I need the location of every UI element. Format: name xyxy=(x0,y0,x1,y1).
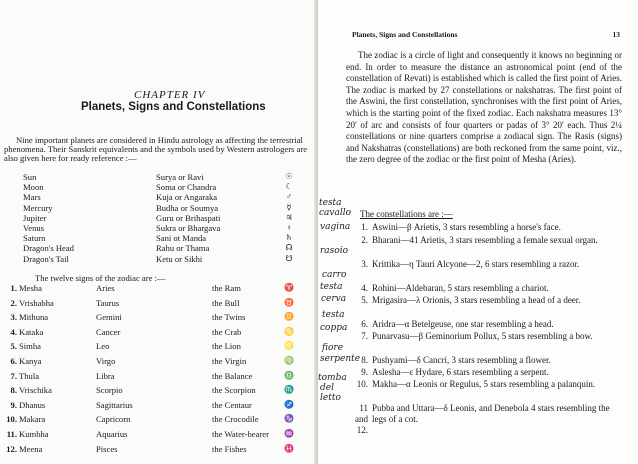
sign-latin: Taurus xyxy=(96,297,120,308)
constellation-text: Krittika—η Tauri Alcyone—2, 6 stars resembling a razor. xyxy=(372,259,580,269)
planet-name: Moon xyxy=(23,182,44,193)
handwritten-note: carro xyxy=(322,270,347,280)
sign-number: 10. xyxy=(6,414,17,425)
sign-english: the Fishes xyxy=(212,443,247,454)
constellation-number: 1. xyxy=(361,222,368,232)
sign-latin: Libra xyxy=(96,370,115,381)
handwritten-note: testa xyxy=(320,282,343,292)
planet-name: Jupiter xyxy=(23,212,47,223)
sign-sanskrit: Mesha xyxy=(19,283,42,293)
sign-sanskrit: Kataka xyxy=(19,326,44,337)
sign-symbol-icon: ♌ xyxy=(284,341,294,351)
constellation-number: 11 and 12. xyxy=(355,403,368,436)
planet-name: Venus xyxy=(23,223,45,233)
sign-symbol-icon: ♈ xyxy=(284,283,294,292)
constellation-number: 9. xyxy=(361,367,368,377)
sign-english: the Crab xyxy=(212,326,242,337)
zodiac-row xyxy=(0,371,318,382)
planet-name: Dragon's Head xyxy=(23,243,74,254)
sign-symbol-icon: ♉ xyxy=(284,297,294,307)
sign-sanskrit: Kumbha xyxy=(19,429,49,439)
sign-symbol-icon: ♏ xyxy=(284,385,294,395)
planet-symbol-icon: ♄ xyxy=(285,233,293,243)
sign-english: the Centaur xyxy=(212,399,252,410)
zodiac-paragraph: The zodiac is a circle of light and consequently it knows no beginning or end. In order to measure the distance an astronomical point (end of the constellation of Revati) is established which is called the first point of Aries. The zodiac is marked by 27 constellations or nakshatras. The first point of the Aswini, the first constellation, synchronises with the first point of Aries, which is the starting point of the fixed zodiac. Each nakshatra measures 13° 20′ of arc and consists of four quarters or padas of 3° 20′ each. Thus 2¼ constellations or nine quarters comprise a zodiacal sign. The Rasis (signs) and Nakshatras (constellations) are both reckoned from the same point, viz., the zero degree of the zodiac or the first point of Mesha (Aries). xyxy=(346,50,622,165)
zodiac-heading: The twelve signs of the zodiac are :— xyxy=(35,273,166,283)
sign-symbol-icon: ♒ xyxy=(284,429,294,438)
sign-english: the Scorpion xyxy=(212,385,256,396)
planet-symbol-icon: ☾ xyxy=(285,182,293,192)
sign-number: 2. xyxy=(10,297,17,308)
page-number: 13 xyxy=(612,30,620,39)
sign-number: 5. xyxy=(10,341,17,352)
sign-number: 1. xyxy=(10,283,17,293)
constellation-number: 6. xyxy=(361,319,368,329)
constellation-item xyxy=(346,367,622,378)
planet-name: Mars xyxy=(23,192,41,203)
constellation-number: 7. xyxy=(361,331,368,341)
planet-row xyxy=(0,254,318,264)
handwritten-note: vagina xyxy=(320,222,351,232)
constellation-text: Aridra—α Betelgeuse, one star resembling a head. xyxy=(372,319,554,329)
constellation-item xyxy=(346,235,622,246)
sign-sanskrit: Mithuna xyxy=(19,312,49,323)
zodiac-row xyxy=(0,341,318,352)
running-head-title: Planets, Signs and Constellations xyxy=(352,30,458,39)
planet-row xyxy=(0,203,318,213)
sign-sanskrit: Dhanus xyxy=(19,399,46,410)
planet-symbol-icon: ♀ xyxy=(286,223,292,232)
planet-symbol-icon: ♂ xyxy=(286,192,292,202)
planet-name: Dragon's Tail xyxy=(23,253,69,264)
sign-symbol-icon: ♍ xyxy=(284,356,294,365)
planet-name: Sun xyxy=(23,172,37,182)
planet-sanskrit-name: Kuja or Angaraka xyxy=(156,192,218,203)
constellation-number: 4. xyxy=(361,283,368,293)
planet-symbol-icon: ☋ xyxy=(285,253,293,263)
sign-number: 11. xyxy=(6,429,17,439)
handwritten-note: testa xyxy=(322,310,345,320)
zodiac-row xyxy=(0,356,318,367)
sign-english: the Balance xyxy=(212,370,253,381)
sign-number: 7. xyxy=(10,370,17,381)
zodiac-row xyxy=(0,444,318,455)
sign-latin: Aquarius xyxy=(96,429,128,439)
sign-latin: Scorpio xyxy=(96,385,123,396)
sign-english: the Virgin xyxy=(212,356,247,366)
handwritten-note: coppa xyxy=(320,323,348,333)
sign-latin: Pisces xyxy=(96,443,118,454)
sign-english: the Water-bearer xyxy=(212,429,269,439)
constellation-text: Aslesha—ε Hydare, 6 stars resembling a serpent. xyxy=(372,367,549,377)
constellation-item xyxy=(346,283,622,294)
sign-latin: Cancer xyxy=(96,326,121,337)
sign-sanskrit: Vrischika xyxy=(19,385,52,396)
constellation-item xyxy=(346,403,622,436)
planet-sanskrit-name: Guru or Brihaspati xyxy=(156,212,221,223)
zodiac-row xyxy=(0,283,318,294)
sign-sanskrit: Makara xyxy=(19,414,46,425)
planet-row xyxy=(0,182,318,192)
constellation-text: Mrigasira—λ Orionis, 3 stars resembling a head of a deer. xyxy=(372,295,581,305)
sign-sanskrit: Vrishabha xyxy=(19,297,54,308)
constellation-item xyxy=(346,222,622,233)
zodiac-row xyxy=(0,327,318,338)
sign-sanskrit: Kanya xyxy=(19,356,42,366)
sign-english: the Twins xyxy=(212,312,246,323)
sign-number: 8. xyxy=(10,385,17,396)
constellation-number: 5. xyxy=(361,295,368,305)
sign-sanskrit: Simha xyxy=(19,341,41,352)
planet-name: Mercury xyxy=(23,202,53,213)
sign-latin: Virgo xyxy=(96,356,116,366)
constellation-number: 8. xyxy=(361,355,368,365)
handwritten-note: testa xyxy=(319,198,342,208)
planet-row xyxy=(0,192,318,202)
constellation-text: Bharani—41 Arietis, 3 stars resembling a female sexual organ. xyxy=(372,235,598,245)
constellation-number: 3. xyxy=(361,259,368,269)
sign-symbol-icon: ♓ xyxy=(284,443,294,453)
zodiac-row xyxy=(0,312,318,323)
sign-number: 9. xyxy=(10,399,17,410)
handwritten-note: cavallo xyxy=(319,208,352,218)
planet-sanskrit-name: Rahu or Thama xyxy=(156,243,210,254)
constellation-text: Pubba and Uttara—δ Leonis, and Denebola 4 stars resembling the legs of a cot. xyxy=(372,403,610,425)
planet-row xyxy=(0,233,318,243)
planet-row xyxy=(0,213,318,223)
planet-symbol-icon: ☊ xyxy=(285,243,293,253)
intro-paragraph: Nine important planets are considered in Hindu astrology as affecting the terrestrial phenomena. Their Sanskrit equivalents and the symbols used by Western astrologers are also given here for ready reference :— xyxy=(4,135,308,164)
constellation-item xyxy=(346,331,622,342)
sign-number: 3. xyxy=(10,312,17,323)
zodiac-row xyxy=(0,298,318,309)
planet-sanskrit-name: Soma or Chandra xyxy=(156,182,217,193)
constellation-item xyxy=(346,259,622,270)
planet-symbol-icon: ☉ xyxy=(285,172,293,181)
handwritten-note: del xyxy=(320,383,334,393)
constellation-number: 2. xyxy=(361,235,368,245)
constellation-text: Rohini—Aldebaran, 5 stars resembling a chariot. xyxy=(372,283,549,293)
sign-latin: Gemini xyxy=(96,312,122,323)
planet-row xyxy=(0,243,318,253)
constellation-item xyxy=(346,355,622,366)
zodiac-row xyxy=(0,414,318,425)
planet-row xyxy=(0,223,318,233)
constellation-item xyxy=(346,379,622,390)
sign-english: the Lion xyxy=(212,341,241,352)
planet-sanskrit-name: Sani ot Manda xyxy=(156,233,207,244)
planet-sanskrit-name: Sukra or Bhargava xyxy=(156,223,221,233)
sign-latin: Leo xyxy=(96,341,110,352)
handwritten-note: letto xyxy=(320,393,341,403)
sign-latin: Capricorn xyxy=(96,414,131,425)
sign-english: the Bull xyxy=(212,297,240,308)
zodiac-row xyxy=(0,429,318,440)
sign-number: 12. xyxy=(6,443,17,454)
chapter-number: CHAPTER IV xyxy=(134,89,206,101)
sign-latin: Sagittarius xyxy=(96,399,133,410)
constellation-item xyxy=(346,295,622,306)
zodiac-row xyxy=(0,400,318,411)
zodiac-row xyxy=(0,385,318,396)
right-page xyxy=(318,0,638,464)
constellation-text: Punarvasu—β Geminorium Pollux, 5 stars resembling a bow. xyxy=(372,331,593,341)
planet-symbol-icon: ☿ xyxy=(286,202,292,212)
planet-sanskrit-name: Surya or Ravi xyxy=(156,172,204,182)
sign-english: the Ram xyxy=(212,283,241,293)
planet-sanskrit-name: Budha or Soumya xyxy=(156,202,219,213)
constellation-number: 10. xyxy=(356,379,368,389)
planet-symbol-icon: ♃ xyxy=(285,212,293,222)
handwritten-note: fiore xyxy=(322,343,344,353)
handwritten-note: cerva xyxy=(321,294,347,304)
sign-symbol-icon: ♊ xyxy=(284,312,294,322)
sign-symbol-icon: ♋ xyxy=(284,326,294,336)
sign-latin: Aries xyxy=(96,283,115,293)
running-head xyxy=(352,30,620,39)
sign-symbol-icon: ♎ xyxy=(284,370,294,380)
constellation-text: Aswini—β Arietis, 3 stars resembling a horse's face. xyxy=(372,222,561,232)
constellation-text: Makha—α Leonis or Regulus, 5 stars resembling a palanquin. xyxy=(372,379,596,389)
chapter-title: Planets, Signs and Constellations xyxy=(81,101,266,113)
handwritten-note: tomba xyxy=(318,373,347,383)
sign-symbol-icon: ♑ xyxy=(284,414,294,424)
sign-number: 4. xyxy=(10,326,17,337)
planet-row xyxy=(0,172,318,182)
sign-number: 6. xyxy=(10,356,17,366)
left-page xyxy=(0,0,318,464)
sign-english: the Crocodile xyxy=(212,414,259,425)
handwritten-note: serpente xyxy=(320,354,361,364)
sign-symbol-icon: ♐ xyxy=(284,399,294,409)
planet-name: Saturn xyxy=(23,233,46,244)
planet-sanskrit-name: Ketu or Sikhi xyxy=(156,253,203,264)
constellation-text: Pushyami—δ Cancri, 3 stars resembling a flower. xyxy=(372,355,551,365)
sign-sanskrit: Thula xyxy=(19,370,40,381)
handwritten-note: rasoio xyxy=(320,246,349,256)
sign-sanskrit: Meena xyxy=(19,443,43,454)
constellation-item xyxy=(346,319,622,330)
constellations-heading: The constellations are :— xyxy=(360,209,453,219)
